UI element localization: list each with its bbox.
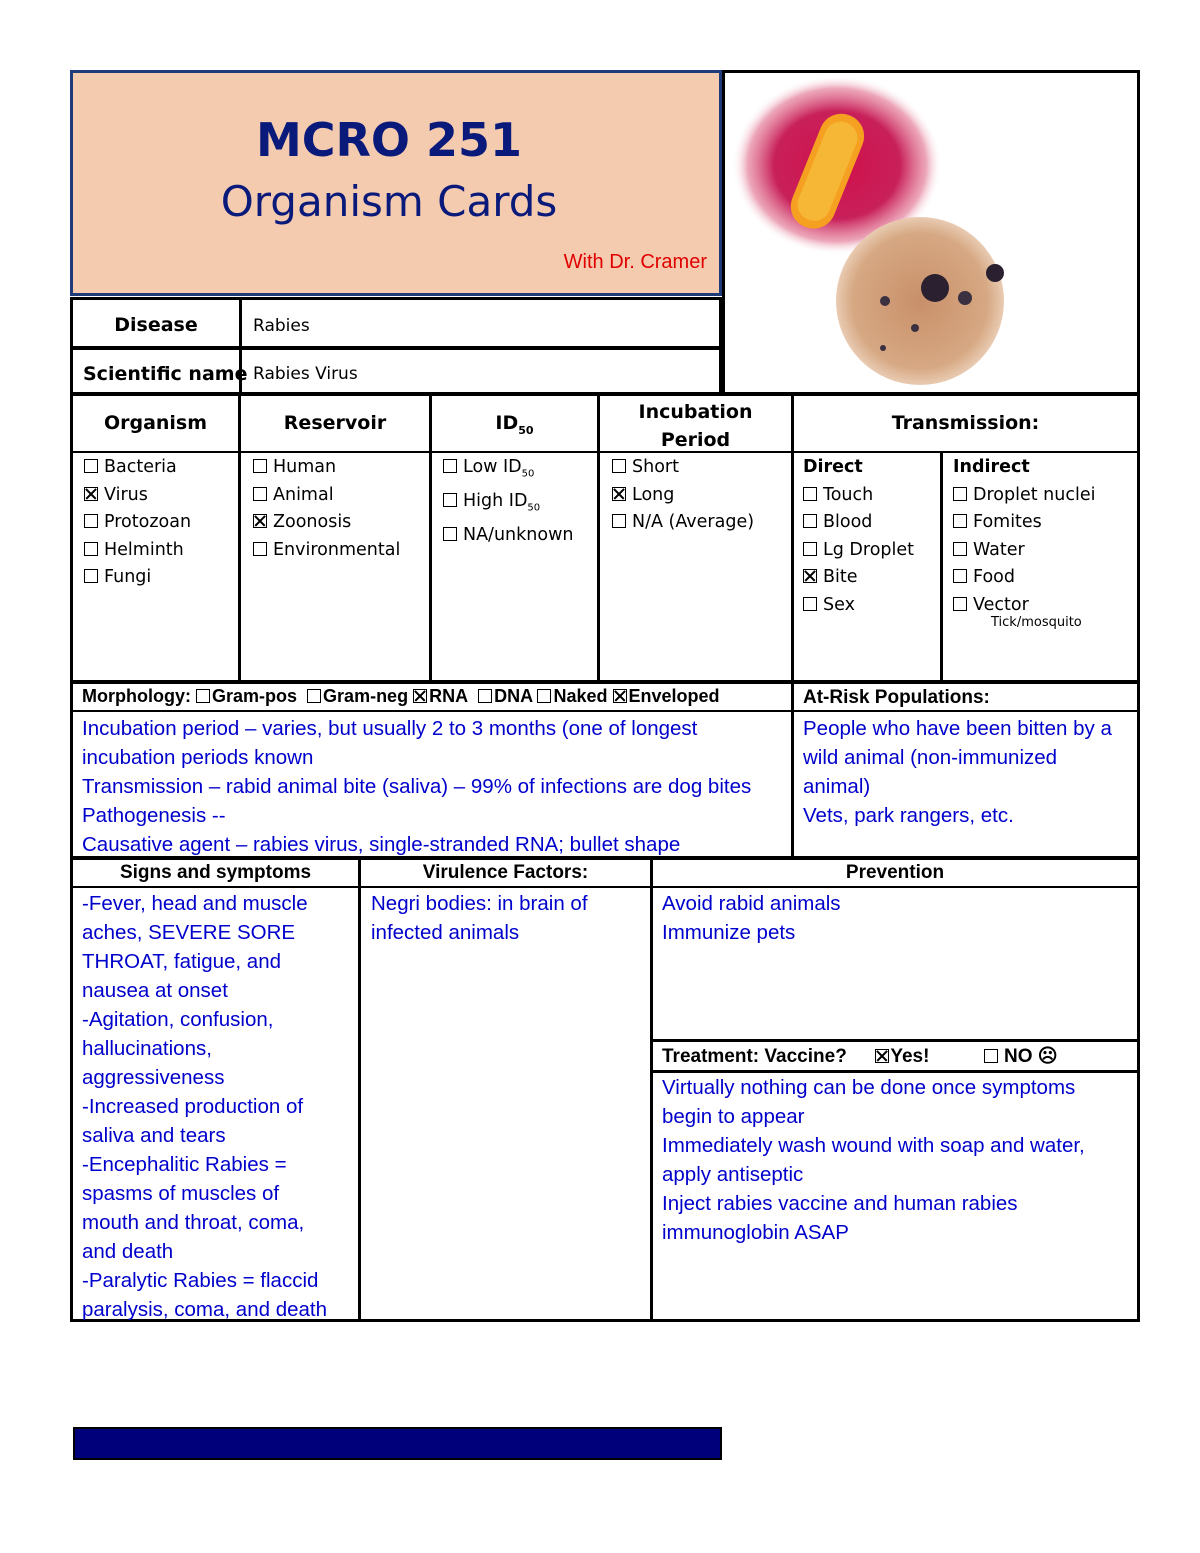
morph-option-gram-pos[interactable]: Gram-pos [196,686,297,706]
signs-header: Signs and symptoms [119,862,312,883]
signs-line: spasms of muscles of [82,1182,280,1205]
checkbox[interactable] [984,1049,998,1063]
morph-option-enveloped[interactable]: Enveloped [613,686,720,706]
checkbox[interactable] [443,527,457,541]
incubation-header-line2: Period [660,429,731,451]
treatment-line: Virtually nothing can be done once symptoms [662,1076,1076,1099]
incubation-option-short[interactable]: Short [612,454,754,482]
organism-option-fungi[interactable]: Fungi [84,564,191,592]
checkbox[interactable] [253,542,267,556]
signs-line: aggressiveness [82,1066,225,1089]
indirect-option-fomites[interactable]: Fomites [953,509,1095,537]
checkbox[interactable] [953,597,967,611]
direct-option-touch[interactable]: Touch [803,482,914,510]
checkbox-checked[interactable] [84,487,98,501]
treatment-line: Inject rabies vaccine and human rabies [662,1192,1018,1215]
incubation-header-line1: Incubation [638,401,753,423]
morph-option-naked[interactable]: Naked [537,686,607,706]
direct-label: Direct [803,457,863,477]
treatment-line: begin to appear [662,1105,805,1128]
checkbox[interactable] [307,689,321,703]
disease-label: Disease [114,314,198,336]
header-banner [70,70,722,296]
micrograph-frame [722,70,1140,395]
treatment-line: apply antiseptic [662,1163,804,1186]
signs-line: THROAT, fatigue, and [82,950,282,973]
reservoir-option-animal[interactable]: Animal [253,482,400,510]
incubation-option-long[interactable]: Long [612,482,754,510]
checkbox[interactable] [443,493,457,507]
checkbox[interactable] [953,514,967,528]
vector-note: Tick/mosquito [991,615,1082,630]
id50-option-high[interactable]: High $ID_{50}$ [443,488,573,522]
footer-bar [73,1427,722,1460]
checkbox[interactable] [253,487,267,501]
transmission-indirect [953,454,1095,630]
signs-line: -Encephalitic Rabies = [82,1153,287,1176]
disease-value: Rabies [253,316,310,336]
card-subtitle: Organism Cards [220,177,558,226]
checkbox[interactable] [953,487,967,501]
notes-line: Transmission – rabid animal bite (saliva) – 99% of infections are dog bites [82,775,752,798]
disease-divider [239,300,242,346]
scientific-name-row [70,347,722,395]
checkbox[interactable] [612,514,626,528]
treatment-yes-option[interactable]: Yes! [875,1046,929,1067]
signs-line: -Fever, head and muscle [82,892,308,915]
indirect-option-water[interactable]: Water [953,537,1095,565]
id50-header [432,412,597,437]
incubation-options [612,454,754,537]
reservoir-option-zoonosis[interactable]: Zoonosis [253,509,400,537]
id50-option-unknown[interactable]: NA/unknown [443,522,573,550]
indirect-option-food[interactable]: Food [953,564,1095,592]
scientific-name-label: Scientific name [83,363,248,385]
signs-divider [358,857,361,1322]
treatment-no-option[interactable]: NO ☹ [984,1046,1058,1067]
transmission-header: Transmission: [891,412,1040,434]
at-risk-header: At-Risk Populations: [803,687,990,708]
indirect-option-droplet-nuclei[interactable]: Droplet nuclei [953,482,1095,510]
divider-organism [238,393,241,683]
checkbox[interactable] [84,569,98,583]
checkbox-checked[interactable] [612,487,626,501]
bottom-header-line [70,886,1140,888]
organism-option-protozoan[interactable]: Protozoan [84,509,191,537]
organism-header: Organism [103,412,208,434]
reservoir-options [253,454,400,564]
reservoir-option-environmental[interactable]: Environmental [253,537,400,565]
id50-option-low[interactable]: Low $ID_{50}$ [443,454,573,488]
treatment-line: immunoglobin ASAP [662,1221,849,1244]
reservoir-header: Reservoir [283,412,387,434]
at-risk-line: People who have been bitten by a [803,717,1112,740]
checkbox[interactable] [537,689,551,703]
indirect-option-vector[interactable]: Vector [953,592,1095,620]
morph-option-gram-neg[interactable]: Gram-neg [307,686,408,706]
signs-line: nausea at onset [82,979,228,1002]
direct-option-lg-droplet[interactable]: Lg Droplet [803,537,914,565]
indirect-label: Indirect [953,457,1030,477]
signs-line: and death [82,1240,174,1263]
checkbox[interactable] [803,597,817,611]
virulence-line: Negri bodies: in brain of [371,892,588,915]
treatment-block [662,1073,1085,1247]
notes-block [82,714,751,859]
checkbox[interactable] [612,459,626,473]
divider-incubation [791,393,794,683]
checkbox-checked[interactable] [413,689,427,703]
signs-line: saliva and tears [82,1124,226,1147]
virulence-header: Virulence Factors: [422,862,589,883]
checkbox[interactable] [953,542,967,556]
prevention-block [662,889,841,947]
signs-line: -Increased production of [82,1095,304,1118]
morphology-divider [791,681,794,859]
checkbox[interactable] [803,514,817,528]
morph-option-dna[interactable]: DNA [478,686,532,706]
treatment-top-line [650,1039,1140,1042]
organism-options [84,454,191,592]
signs-line: aches, SEVERE SORE [82,921,296,944]
checkbox[interactable] [443,459,457,473]
incubation-header [600,398,791,454]
checkbox-checked[interactable] [875,1049,889,1063]
reservoir-option-human[interactable]: Human [253,454,400,482]
id50-header-sub: 50 [518,423,534,437]
notes-line: incubation periods known [82,746,314,769]
checkbox[interactable] [803,487,817,501]
prevention-header: Prevention [845,862,945,883]
signs-line: mouth and throat, coma, [82,1211,305,1234]
prevention-line: Immunize pets [662,921,796,944]
virulence-divider [650,857,653,1322]
virulence-line: infected animals [371,921,520,944]
at-risk-line: animal) [803,775,871,798]
organism-option-bacteria[interactable]: Bacteria [84,454,191,482]
checkbox[interactable] [196,689,210,703]
signs-line: -Paralytic Rabies = flaccid [82,1269,319,1292]
morph-option-rna[interactable]: RNA [413,686,468,706]
micrograph-image [725,73,1137,392]
checkbox[interactable] [953,569,967,583]
treatment-line: Immediately wash wound with soap and water, [662,1134,1085,1157]
signs-line: -Agitation, confusion, [82,1008,274,1031]
signs-block [82,889,327,1324]
signs-line: hallucinations, [82,1037,212,1060]
at-risk-line: Vets, park rangers, etc. [803,804,1014,827]
scientific-name-value: Rabies Virus [253,364,358,384]
checkbox[interactable] [84,514,98,528]
checkbox-checked[interactable] [803,569,817,583]
morphology-header-line [70,710,1140,712]
organism-option-virus[interactable]: Virus [84,482,191,510]
direct-option-blood[interactable]: Blood [803,509,914,537]
transmission-direct [803,454,914,619]
incubation-option-na[interactable]: N/A (Average) [612,509,754,537]
course-title: MCRO 251 [255,113,523,167]
virulence-block [371,889,588,947]
checkbox-checked[interactable] [613,689,627,703]
checkbox[interactable] [253,459,267,473]
at-risk-block [803,714,1112,830]
treatment-label: Treatment: Vaccine? [662,1046,847,1067]
checkbox[interactable] [803,542,817,556]
instructor-label: With Dr. Cramer [563,251,707,273]
id50-options [443,454,573,550]
checkbox[interactable] [84,459,98,473]
morphology-row [82,686,720,707]
checkbox[interactable] [84,542,98,556]
divider-direct [940,452,943,683]
id50-header-text: ID [495,412,519,434]
notes-line: Causative agent – rabies virus, single-stranded RNA; bullet shape [82,833,681,856]
notes-line: Pathogenesis -- [82,804,226,827]
treatment-row [662,1045,1058,1068]
organism-option-helminth[interactable]: Helminth [84,537,191,565]
morphology-label: Morphology: [82,686,191,706]
checkbox-checked[interactable] [253,514,267,528]
checkbox[interactable] [478,689,492,703]
at-risk-line: wild animal (non-immunized [803,746,1058,769]
notes-line: Incubation period – varies, but usually 2 to 3 months (one of longest [82,717,698,740]
disease-row [70,297,722,349]
direct-option-bite[interactable]: Bite [803,564,914,592]
signs-line: paralysis, coma, and death [82,1298,327,1321]
prevention-line: Avoid rabid animals [662,892,841,915]
direct-option-sex[interactable]: Sex [803,592,914,620]
